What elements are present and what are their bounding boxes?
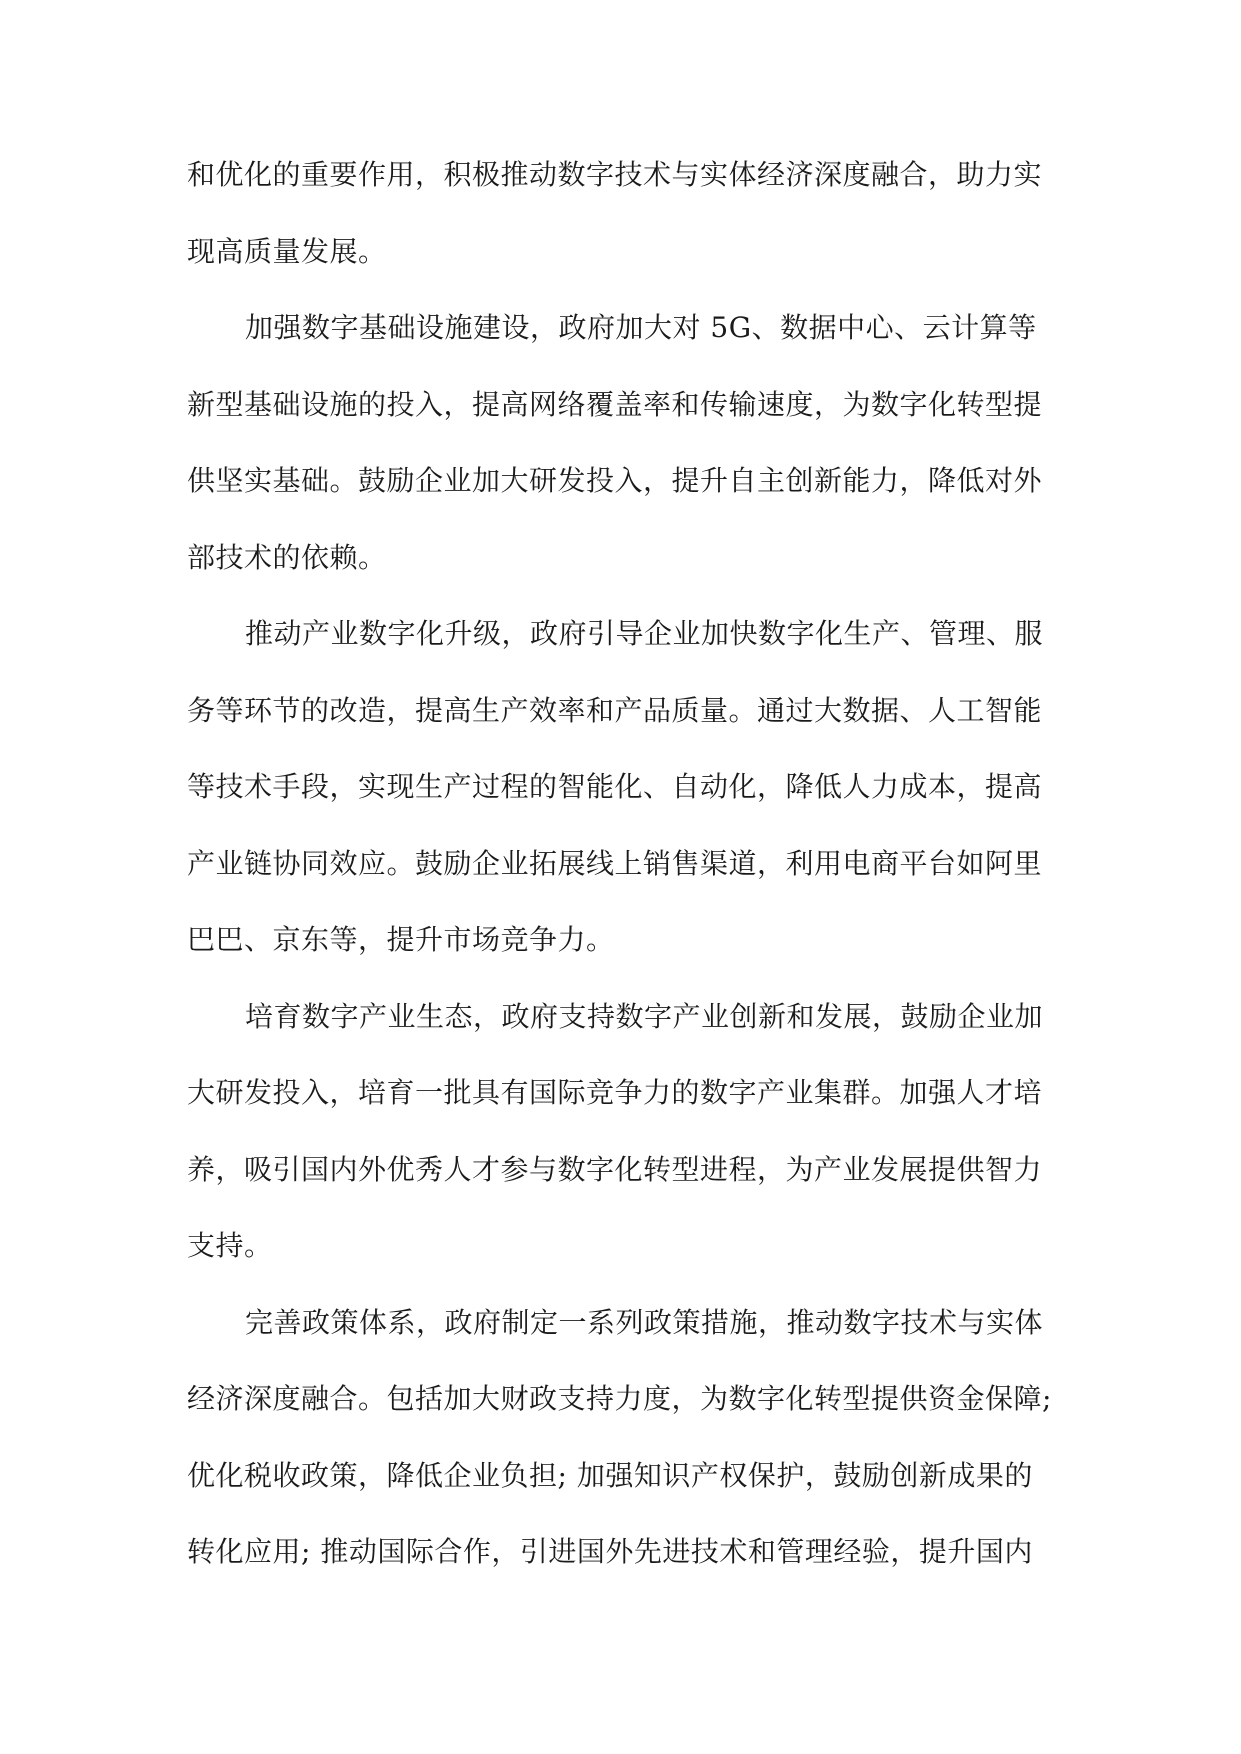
- text-line: 现高质量发展。: [187, 234, 387, 268]
- text-line: 和优化的重要作用，积极推动数字技术与实体经济深度融合，助力实: [187, 158, 1043, 191]
- text-line: 养，吸引国内外优秀人才参与数字化转型进程，为产业发展提供智力: [187, 1152, 1043, 1186]
- paragraph-start-line: 培育数字产业生态，政府支持数字产业创新和发展，鼓励企业加: [245, 999, 1044, 1033]
- text-line: 大研发投入，培育一批具有国际竞争力的数字产业集群。加强人才培: [187, 1076, 1043, 1109]
- text-line: 等技术手段，实现生产过程的智能化、自动化，降低人力成本，提高: [187, 770, 1043, 803]
- text-line: 务等环节的改造，提高生产效率和产品质量。通过大数据、人工智能: [187, 693, 1043, 727]
- text-line: 新型基础设施的投入，提高网络覆盖率和传输速度，为数字化转型提: [187, 387, 1043, 421]
- text-line: 供坚实基础。鼓励企业加大研发投入，提升自主创新能力，降低对外: [187, 464, 1043, 497]
- text-line: 转化应用; 推动国际合作，引进国外先进技术和管理经验，提升国内: [187, 1535, 1033, 1568]
- text-line: 支持。: [187, 1229, 273, 1262]
- text-line: 巴巴、京东等，提升市场竞争力。: [187, 923, 615, 956]
- paragraph-start-line: 加强数字基础设施建设，政府加大对 5G、数据中心、云计算等: [245, 311, 1037, 344]
- paragraph-start-line: 推动产业数字化升级，政府引导企业加快数字化生产、管理、服: [245, 617, 1044, 650]
- text-line: 部技术的依赖。: [187, 540, 387, 574]
- document-body: [187, 137, 1057, 1591]
- text-line: 经济深度融合。包括加大财政支持力度，为数字化转型提供资金保障;: [187, 1382, 1052, 1415]
- text-line: 产业链协同效应。鼓励企业拓展线上销售渠道，利用电商平台如阿里: [187, 846, 1043, 880]
- text-line: 优化税收政策，降低企业负担; 加强知识产权保护，鼓励创新成果的: [187, 1458, 1033, 1492]
- paragraph-start-line: 完善政策体系，政府制定一系列政策措施，推动数字技术与实体: [245, 1305, 1044, 1339]
